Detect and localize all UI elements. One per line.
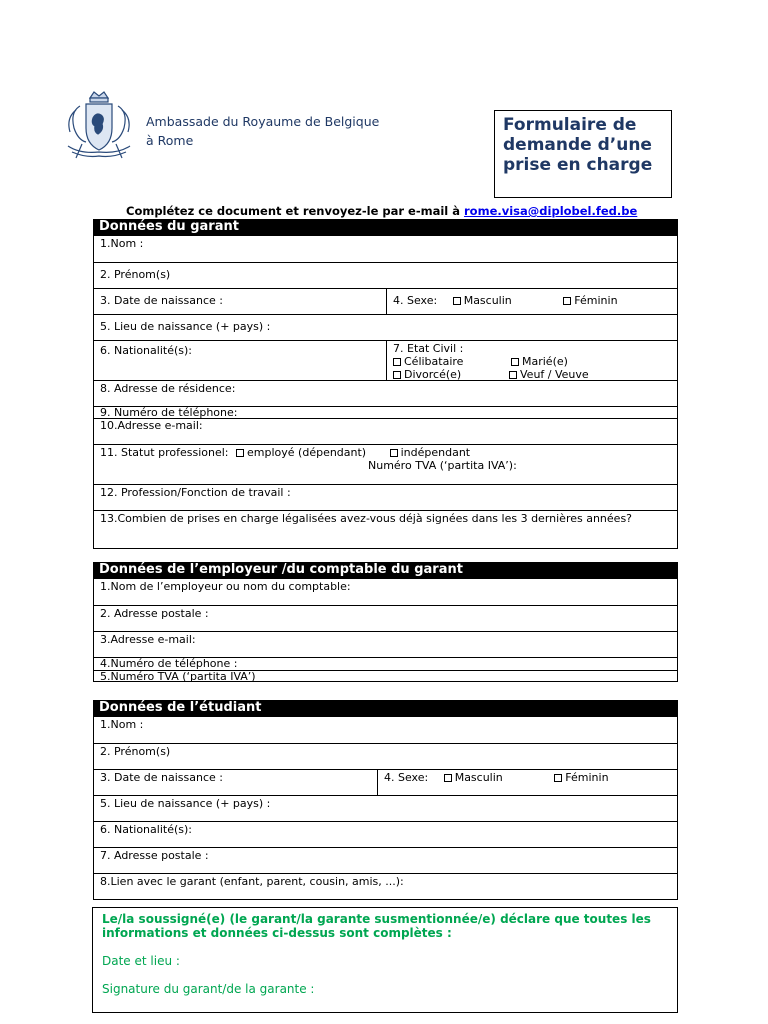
declaration-statement: Le/la soussigné(e) (le garant/la garante susmentionnée/e) déclare que toutes les informations et données ci-dessus sont complètes : bbox=[102, 912, 651, 940]
employer-table bbox=[93, 578, 678, 682]
guarantor-statut-label: 11. Statut professionel: bbox=[100, 446, 229, 459]
marie-option[interactable] bbox=[511, 355, 568, 368]
declaration-box bbox=[92, 907, 678, 1013]
checkbox-icon[interactable] bbox=[509, 371, 517, 379]
student-row-lieu[interactable] bbox=[94, 795, 677, 822]
guarantor-female-option[interactable] bbox=[563, 294, 617, 307]
guarantor-tva-label[interactable]: Numéro TVA (‘partita IVA’): bbox=[368, 459, 517, 472]
employer-row-email[interactable] bbox=[94, 631, 677, 658]
checkbox-icon[interactable] bbox=[393, 371, 401, 379]
student-table bbox=[93, 716, 678, 900]
student-male-option[interactable] bbox=[444, 771, 503, 784]
veuf-label: Veuf / Veuve bbox=[520, 368, 589, 381]
divorce-label: Divorcé(e) bbox=[404, 368, 462, 381]
instruction-text: Complétez ce document et renvoyez-le par e-mail à bbox=[126, 204, 465, 218]
guarantor-table bbox=[93, 235, 678, 549]
guarantor-prenom-label: 2. Prénom(s) bbox=[100, 268, 171, 281]
male-label: Masculin bbox=[463, 294, 512, 307]
checkbox-icon[interactable] bbox=[393, 358, 401, 366]
date-lieu-label[interactable]: Date et lieu : bbox=[102, 954, 180, 968]
guarantor-row-nat-civil bbox=[94, 340, 677, 381]
guarantor-sex-cell bbox=[386, 289, 677, 315]
independant-option[interactable] bbox=[390, 446, 471, 459]
belgian-coat-of-arms-icon bbox=[60, 88, 138, 166]
guarantor-dob-label[interactable]: 3. Date de naissance : bbox=[100, 294, 223, 307]
employer-tva-label: 5.Numéro TVA (‘partita IVA’) bbox=[100, 670, 256, 683]
guarantor-profession-label: 12. Profession/Fonction de travail : bbox=[100, 486, 291, 499]
guarantor-lieu-label: 5. Lieu de naissance (+ pays) : bbox=[100, 320, 271, 333]
guarantor-sex-label: 4. Sexe: bbox=[393, 294, 438, 307]
student-adresse-label: 7. Adresse postale : bbox=[100, 849, 209, 862]
female-label: Féminin bbox=[565, 771, 609, 784]
employer-row-tva[interactable] bbox=[94, 670, 677, 684]
student-nom-label: 1.Nom : bbox=[100, 718, 144, 731]
student-row-nationalite[interactable] bbox=[94, 821, 677, 848]
checkbox-icon[interactable] bbox=[554, 774, 562, 782]
student-sex-label: 4. Sexe: bbox=[384, 771, 429, 784]
guarantor-civil-cell bbox=[386, 341, 677, 381]
student-dob-label[interactable]: 3. Date de naissance : bbox=[100, 771, 223, 784]
checkbox-icon[interactable] bbox=[444, 774, 452, 782]
guarantor-row-email[interactable] bbox=[94, 418, 677, 445]
checkbox-icon[interactable] bbox=[563, 297, 571, 305]
guarantor-row-dob-sex bbox=[94, 288, 677, 315]
embassy-name bbox=[146, 112, 379, 150]
student-prenom-label: 2. Prénom(s) bbox=[100, 745, 171, 758]
checkbox-icon[interactable] bbox=[511, 358, 519, 366]
student-row-nom[interactable] bbox=[94, 717, 677, 743]
employe-label: employé (dépendant) bbox=[247, 446, 367, 459]
guarantor-section-heading: Données du garant bbox=[93, 219, 678, 235]
female-label: Féminin bbox=[574, 294, 618, 307]
guarantor-row-prises[interactable] bbox=[94, 510, 677, 551]
guarantor-nat-label[interactable]: 6. Nationalité(s): bbox=[100, 344, 192, 357]
student-row-prenom[interactable] bbox=[94, 743, 677, 770]
employer-section-heading: Données de l’employeur /du comptable du garant bbox=[93, 562, 678, 578]
student-female-option[interactable] bbox=[554, 771, 608, 784]
employer-row-telephone[interactable] bbox=[94, 657, 677, 671]
guarantor-statut-cell bbox=[94, 445, 677, 485]
employe-option[interactable] bbox=[236, 446, 366, 459]
form-title: Formulaire de demande d’une prise en charge bbox=[494, 110, 672, 198]
celibataire-label: Célibataire bbox=[404, 355, 464, 368]
guarantor-row-statut bbox=[94, 444, 677, 485]
guarantor-row-profession[interactable] bbox=[94, 484, 677, 511]
student-row-dob-sex bbox=[94, 769, 677, 796]
embassy-line-2: à Rome bbox=[146, 133, 194, 148]
guarantor-prises-label: 13.Combien de prises en charge légalisées avez-vous déjà signées dans les 3 dernières années? bbox=[100, 512, 633, 525]
marie-label: Marié(e) bbox=[522, 355, 568, 368]
employer-nom-label: 1.Nom de l’employeur ou nom du comptable: bbox=[100, 580, 351, 593]
celibataire-option[interactable] bbox=[393, 355, 511, 368]
checkbox-icon[interactable] bbox=[390, 449, 398, 457]
guarantor-civil-label: 7. Etat Civil : bbox=[393, 342, 464, 355]
guarantor-adresse-label: 8. Adresse de résidence: bbox=[100, 382, 236, 395]
employer-row-adresse[interactable] bbox=[94, 605, 677, 632]
email-link[interactable]: rome.visa@diplobel.fed.be bbox=[464, 204, 638, 218]
guarantor-row-prenom[interactable] bbox=[94, 262, 677, 289]
student-sex-cell bbox=[377, 770, 677, 796]
employer-email-label: 3.Adresse e-mail: bbox=[100, 633, 196, 646]
guarantor-nom-label: 1.Nom : bbox=[100, 237, 144, 250]
student-lieu-label: 5. Lieu de naissance (+ pays) : bbox=[100, 797, 271, 810]
employer-row-nom[interactable] bbox=[94, 579, 677, 605]
checkbox-icon[interactable] bbox=[236, 449, 244, 457]
checkbox-icon[interactable] bbox=[453, 297, 461, 305]
student-section-heading: Données de l’étudiant bbox=[93, 700, 678, 716]
male-label: Masculin bbox=[454, 771, 503, 784]
instruction-line bbox=[126, 204, 637, 218]
student-lien-label: 8.Lien avec le garant (enfant, parent, cousin, amis, ...): bbox=[100, 875, 404, 888]
embassy-line-1: Ambassade du Royaume de Belgique bbox=[146, 114, 380, 129]
employer-adresse-label: 2. Adresse postale : bbox=[100, 607, 209, 620]
guarantor-row-lieu[interactable] bbox=[94, 314, 677, 341]
student-row-lien[interactable] bbox=[94, 873, 677, 902]
guarantor-row-adresse[interactable] bbox=[94, 380, 677, 407]
independant-label: indépendant bbox=[400, 446, 471, 459]
guarantor-row-nom[interactable] bbox=[94, 236, 677, 262]
guarantor-email-label: 10.Adresse e-mail: bbox=[100, 419, 203, 432]
guarantor-male-option[interactable] bbox=[453, 294, 512, 307]
employer-telephone-label: 4.Numéro de téléphone : bbox=[100, 657, 238, 670]
student-row-adresse[interactable] bbox=[94, 847, 677, 874]
signature-label[interactable]: Signature du garant/de la garante : bbox=[102, 982, 315, 996]
student-nationalite-label: 6. Nationalité(s): bbox=[100, 823, 192, 836]
guarantor-telephone-label: 9. Numéro de téléphone: bbox=[100, 406, 238, 419]
